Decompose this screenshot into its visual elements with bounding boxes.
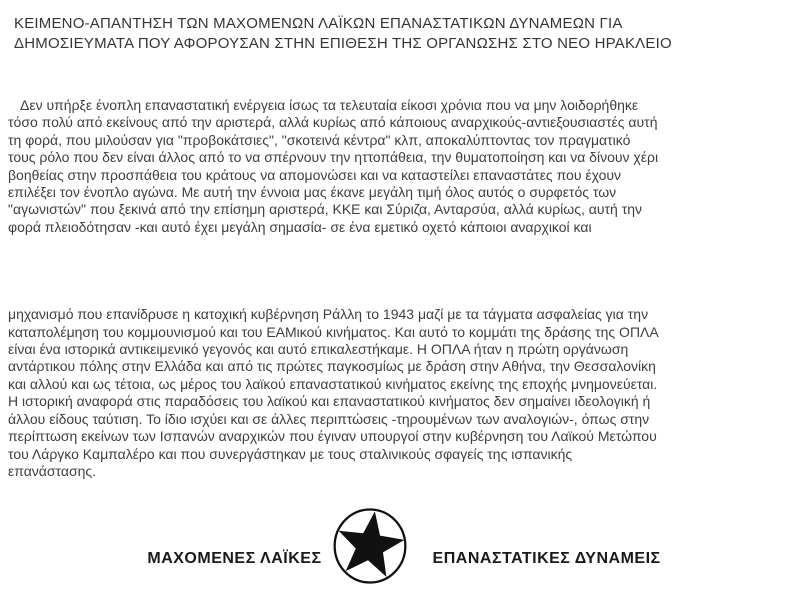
document-title: [14, 14, 800, 54]
text-line: άλλου είδους ταύτιση. Το ίδιο ισχύει και σε άλλες περιπτώσεις -τηρουμένων των αναλογιών-, όπως στην: [8, 410, 650, 427]
text-line: περίπτωση εκείνων των Ισπανών αναρχικών που έγιναν υπουργοί στην κυβέρνηση του Λαϊκού Μετώπου: [8, 428, 657, 445]
text-line: και αλλού και ως τέτοια, ως μέρος του λαϊκού επαναστατικού κινήματος εκείνης της εποχής μνημονεύεται.: [8, 375, 658, 392]
text-line: μηχανισμό που επανίδρυσε η κατοχική κυβέρνηση Ράλλη το 1943 μαζί με τα τάγματα ασφαλείας για την: [8, 306, 649, 323]
text-line: αντάρτικου πόλης στην Ελλάδα και από τις πρώτες παγκοσμίως με δράση στην Αθήνα, την Θεσσαλονίκη: [8, 358, 656, 375]
text-line: φορά πλειοδότησαν -και αυτό έχει μεγάλη σημασία- σε ένα εμετικό οχετό κάποιοι αναρχικοί και: [8, 218, 592, 235]
paragraph-1: [8, 97, 800, 236]
title-line-2: ΔΗΜΟΣΙΕΥΜΑΤΑ ΠΟΥ ΑΦΟΡΟΥΣΑΝ ΣΤΗΝ ΕΠΙΘΕΣΗ ΤΗΣ ΟΡΓΑΝΩΣΗΣ ΣΤΟ ΝΕΟ ΗΡΑΚΛΕΙΟ: [14, 35, 672, 52]
text-line: είναι ένα ιστορικά αντικειμενικό γεγονός και αυτό επικαλεστήκαμε. Η ΟΠΛΑ ήταν η πρώτη οργάνωση: [8, 341, 629, 358]
text-line: Η ιστορική αναφορά στις παραδόσεις του λαϊκού και επαναστατικού κινήματος δεν σημαίνει ιδεολογική ή: [8, 393, 651, 410]
text-line: τόσο πολύ από εκείνους από την αριστερά, αλλά κυρίως από κάποιους αναρχικούς-αντιεξουσιαστές αυτή: [8, 114, 658, 131]
text-line: "αγωνιστών" που ξεκινά από την επίσημη αριστερά, ΚΚΕ και Σύριζα, Ανταρσύα, αλλά κυρίως, αυτή την: [8, 201, 643, 218]
text-line: επιλέξει τον ένοπλο αγώνα. Με αυτή την έννοια μας έκανε μεγάλη τιμή όλος αυτός ο συρφετός των: [8, 184, 617, 201]
title-line-1: ΚΕΙΜΕΝΟ-ΑΠΑΝΤΗΣΗ ΤΩΝ ΜΑΧΟΜΕΝΩΝ ΛΑΪΚΩΝ ΕΠΑΝΑΣΤΑΤΙΚΩΝ ΔΥΝΑΜΕΩΝ ΓΙΑ: [14, 15, 623, 32]
star-in-circle-icon: [332, 506, 408, 586]
organization-signature: [8, 506, 800, 586]
text-line: τους ρόλο που δεν είναι άλλος από το να σπέρνουν την ηττοπάθεια, την θυματοποίηση και να δίνουν χέρι: [8, 149, 659, 166]
text-line: καταπολέμηση του κομμουνισμού και του ΕΑΜικού κινήματος. Και αυτό το κομμάτι της δράσης της ΟΠΛΑ: [8, 323, 659, 340]
org-name-right: ΕΠΑΝΑΣΤΑΤΙΚΕΣ ΔΥΝΑΜΕΙΣ: [432, 550, 661, 568]
text-line: επανάστασης.: [8, 462, 97, 479]
paragraph-2: [8, 306, 800, 480]
org-name-left: ΜΑΧΟΜΕΝΕΣ ΛΑΪΚΕΣ: [147, 550, 322, 568]
text-line: του Λάργκο Καμπαλέρο και που συνεργάστηκαν με τους σταλινικούς σφαγείς της ισπανικής: [8, 445, 573, 462]
text-line: Δεν υπήρξε ένοπλη επαναστατική ενέργεια ίσως τα τελευταία είκοσι χρόνια που να μην λοιδορήθηκε: [20, 97, 639, 113]
text-line: βοηθείας στην προσπάθεια του κράτους να απομονώσει και να καταστείλει επαναστάτες που έχουν: [8, 166, 622, 183]
text-line: τη φορά, που μιλούσαν για "προβοκάτσιες", "σκοτεινά κέντρα" κλπ, αποκαλύπτοντας τον πραγματικό: [8, 131, 631, 148]
